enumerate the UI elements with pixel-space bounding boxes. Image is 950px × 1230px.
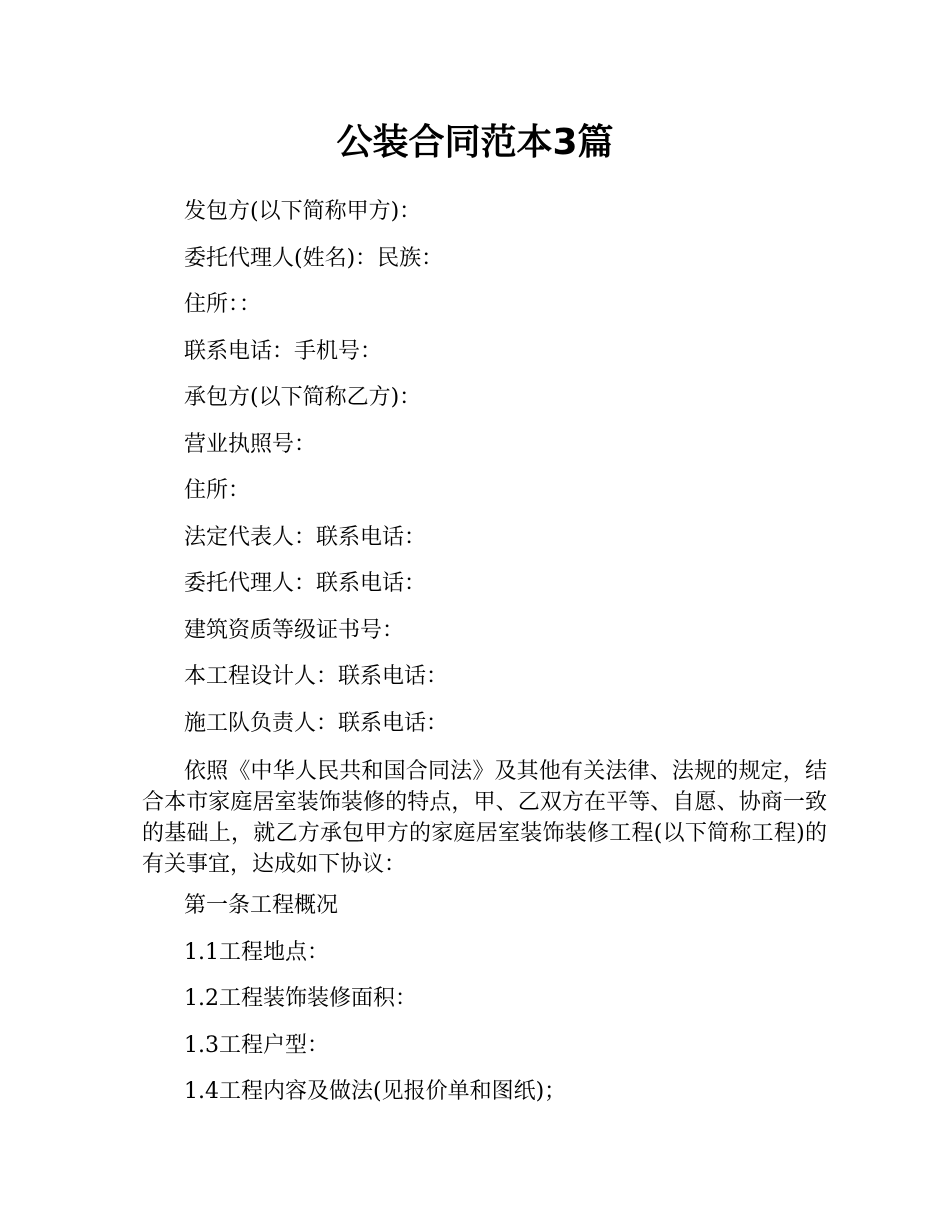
- party-a-line: 发包方(以下简称甲方)：: [184, 199, 422, 224]
- business-license-line: 营业执照号：: [184, 431, 317, 457]
- section-item: 1.1工程地点：: [184, 939, 329, 965]
- party-a-phone-line: 联系电话：手机号：: [184, 338, 383, 364]
- document-body: [142, 198, 827, 1125]
- section-item: 1.3工程户型：: [184, 1032, 329, 1058]
- party-a-address-line: 住所：：: [184, 292, 262, 317]
- section-item: 1.2工程装饰装修面积：: [184, 986, 417, 1011]
- section-item: 1.4工程内容及做法(见报价单和图纸)；: [184, 1079, 567, 1104]
- party-b-line: 承包方(以下简称乙方)：: [184, 385, 422, 410]
- party-a-agent-line: 委托代理人(姓名)：民族：: [184, 245, 444, 271]
- legal-representative-line: 法定代表人：联系电话：: [184, 524, 427, 550]
- party-b-address-line: 住所：: [184, 478, 251, 503]
- document-title: 公装合同范本3篇: [336, 122, 614, 163]
- intro-paragraph: 依照《中华人民共和国合同法》及其他有关法律、法规的规定，结合本市家庭居室装饰装修的特点，甲、乙双方在平等、自愿、协商一致的基础上，就乙方承包甲方的家庭居室装饰装修工程(以下简称工程)的有关事宜，达成如下协议：: [142, 759, 827, 877]
- party-b-agent-line: 委托代理人：联系电话：: [184, 571, 427, 596]
- qualification-certificate-line: 建筑资质等级证书号：: [184, 617, 405, 643]
- designer-line: 本工程设计人：联系电话：: [184, 664, 449, 689]
- construction-leader-line: 施工队负责人：联系电话：: [184, 710, 449, 736]
- section-heading: 第一条工程概况: [184, 893, 339, 918]
